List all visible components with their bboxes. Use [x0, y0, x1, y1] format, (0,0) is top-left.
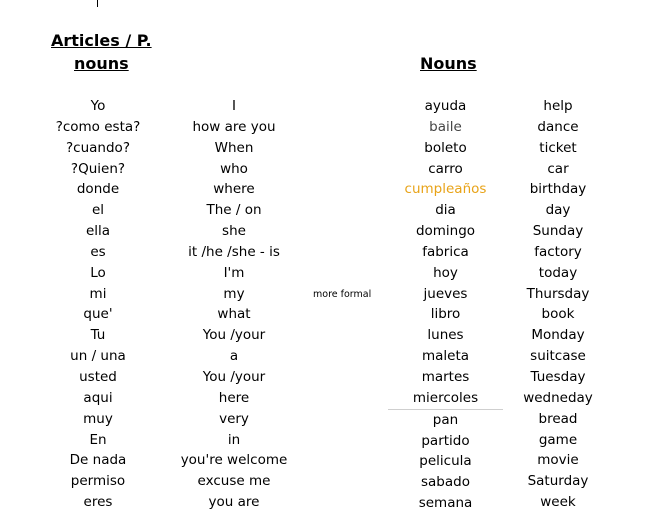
- list-item: libro: [430, 306, 461, 323]
- list-item: she: [222, 223, 246, 240]
- list-item: jueves: [423, 285, 468, 302]
- list-item: very: [219, 410, 249, 427]
- list-item: permiso: [70, 473, 126, 490]
- list-item: aqui: [83, 389, 113, 406]
- list-item: fabrica: [422, 243, 469, 260]
- spanish-nouns-column: [388, 96, 503, 514]
- list-item: book: [541, 306, 575, 323]
- list-item: De nada: [69, 452, 127, 469]
- list-item: bread: [538, 410, 578, 427]
- list-item: En: [89, 431, 107, 448]
- list-item: in: [227, 431, 241, 448]
- list-item: pan: [432, 411, 459, 428]
- list-item: Yo: [90, 98, 106, 114]
- list-item: I: [232, 98, 236, 114]
- list-item: I'm: [223, 264, 245, 281]
- list-item: partido: [421, 432, 470, 449]
- list-item: movie: [537, 452, 579, 469]
- list-item: car: [547, 160, 569, 177]
- list-item: dance: [537, 118, 579, 135]
- list-item: you're welcome: [180, 452, 288, 469]
- list-item: martes: [421, 368, 470, 385]
- list-item: day: [545, 202, 571, 219]
- list-item: suitcase: [530, 348, 586, 365]
- list-item: you are: [208, 494, 260, 511]
- list-item: Saturday: [527, 473, 589, 490]
- list-item: ella: [85, 223, 111, 240]
- articles-heading-line2: nouns: [74, 54, 129, 73]
- list-item: miercoles: [388, 388, 503, 410]
- list-item: The / on: [206, 202, 262, 219]
- list-item: maleta: [421, 348, 470, 365]
- list-item: ?Quien?: [70, 160, 126, 177]
- list-item: el: [91, 202, 105, 219]
- more-formal-note: more formal: [313, 289, 372, 300]
- articles-heading-line1: Articles / P.: [51, 31, 152, 50]
- list-item: donde: [76, 181, 120, 198]
- list-item: When: [214, 139, 254, 156]
- list-item: Lo: [90, 264, 106, 281]
- list-item: baile: [429, 118, 462, 135]
- list-item: Tu: [90, 327, 106, 344]
- list-item: dia: [435, 202, 456, 219]
- list-item: sabado: [421, 474, 470, 491]
- list-item: my: [223, 285, 245, 302]
- list-item: muy: [83, 410, 113, 427]
- list-item: it /he /she - is: [188, 243, 280, 260]
- list-item: factory: [534, 243, 582, 260]
- list-item: boleto: [424, 139, 467, 156]
- list-item: game: [538, 431, 578, 448]
- list-item: how are you: [192, 118, 276, 135]
- list-item: You /your: [202, 327, 266, 344]
- list-item: usted: [79, 368, 117, 385]
- text-cursor: [97, 0, 98, 7]
- list-item: domingo: [415, 223, 476, 240]
- list-item: hoy: [433, 264, 458, 281]
- highlighted-list-item: cumpleaños: [404, 181, 487, 198]
- list-item: Monday: [531, 327, 585, 344]
- list-item: where: [213, 181, 255, 198]
- list-item: a: [229, 348, 239, 365]
- list-item: carro: [428, 160, 463, 177]
- list-item: eres: [83, 494, 113, 511]
- list-item: birthday: [529, 181, 587, 198]
- list-item: pelicula: [419, 453, 472, 470]
- list-item: help: [543, 98, 573, 114]
- list-item: ticket: [539, 139, 577, 156]
- list-item: es: [90, 243, 106, 260]
- list-item: ?como esta?: [55, 118, 141, 135]
- spanish-words-column: [40, 96, 156, 513]
- list-item: mi: [89, 285, 107, 302]
- list-item: semana: [418, 495, 473, 512]
- list-item: excuse me: [197, 473, 271, 490]
- list-item: un / una: [70, 348, 126, 365]
- list-item: Thursday: [526, 285, 590, 302]
- list-item: que': [83, 306, 113, 323]
- list-item: lunes: [427, 327, 464, 344]
- list-item: here: [218, 389, 250, 406]
- list-item: week: [540, 494, 576, 511]
- list-item: what: [217, 306, 251, 323]
- list-item: wedneday: [523, 389, 593, 406]
- list-item: ?cuando?: [66, 139, 130, 156]
- nouns-heading: Nouns: [420, 54, 477, 73]
- english-nouns-column: [510, 96, 606, 513]
- list-item: today: [538, 264, 578, 281]
- list-item: who: [220, 160, 248, 177]
- english-words-column: [168, 96, 300, 513]
- list-item: ayuda: [424, 98, 467, 114]
- list-item: Sunday: [532, 223, 584, 240]
- list-item: You /your: [202, 368, 266, 385]
- list-item: Tuesday: [530, 368, 586, 385]
